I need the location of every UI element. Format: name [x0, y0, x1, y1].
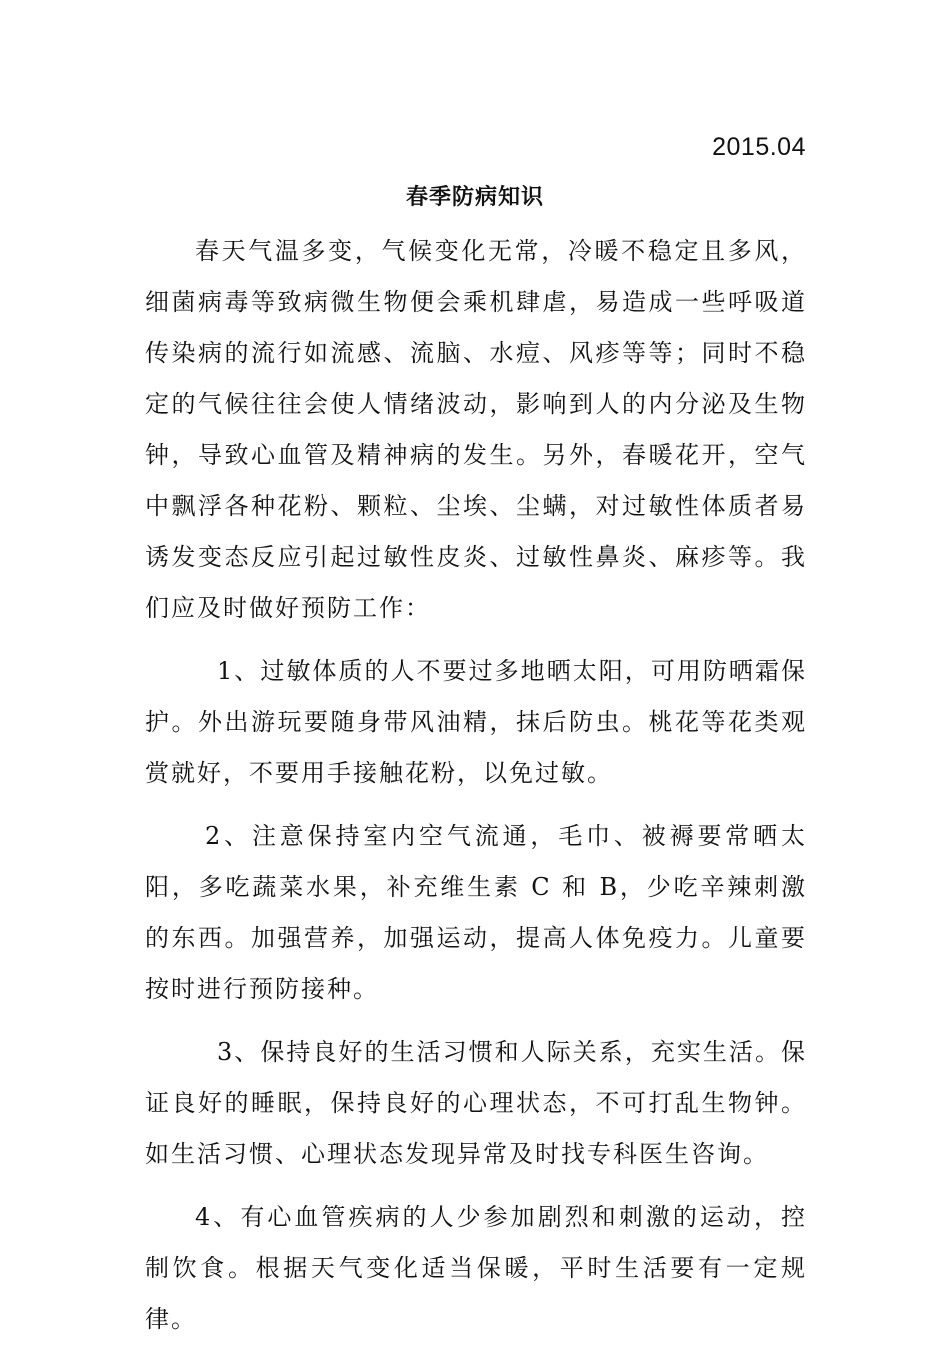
document-date: 2015.04 [712, 133, 806, 161]
advice-item-1: 1、过敏体质的人不要过多地晒太阳，可用防晒霜保护。外出游玩要随身带风油精，抹后防虫。桃花等花类观赏就好，不要用手接触花粉，以免过敏。 [145, 657, 807, 787]
advice-item-4: 4、有心血管疾病的人少参加剧烈和刺激的运动，控制饮食。根据天气变化适当保暖，平时生活要有一定规律。 [145, 1203, 807, 1333]
advice-item-3: 3、保持良好的生活习惯和人际关系，充实生活。保证良好的睡眠，保持良好的心理状态，不可打乱生物钟。如生活习惯、心理状态发现异常及时找专科医生咨询。 [145, 1038, 807, 1168]
document-body [145, 226, 807, 1345]
document-title: 春季防病知识 [405, 184, 544, 210]
advice-item-2: 2、注意保持室内空气流通，毛巾、被褥要常晒太阳，多吃蔬菜水果，补充维生素 C 和 B，少吃辛辣刺激的东西。加强营养，加强运动，提高人体免疫力。儿童要按时进行预防接种。 [145, 822, 807, 1003]
intro-paragraph: 春天气温多变，气候变化无常，冷暖不稳定且多风，细菌病毒等致病微生物便会乘机肆虐，易造成一些呼吸道传染病的流行如流感、流脑、水痘、风疹等等；同时不稳定的气候往往会使人情绪波动，影响到人的内分泌及生物钟，导致心血管及精神病的发生。另外，春暖花开，空气中飘浮各种花粉、颗粒、尘埃、尘螨，对过敏性体质者易诱发变态反应引起过敏性皮炎、过敏性鼻炎、麻疹等。我们应及时做好预防工作： [145, 237, 807, 622]
